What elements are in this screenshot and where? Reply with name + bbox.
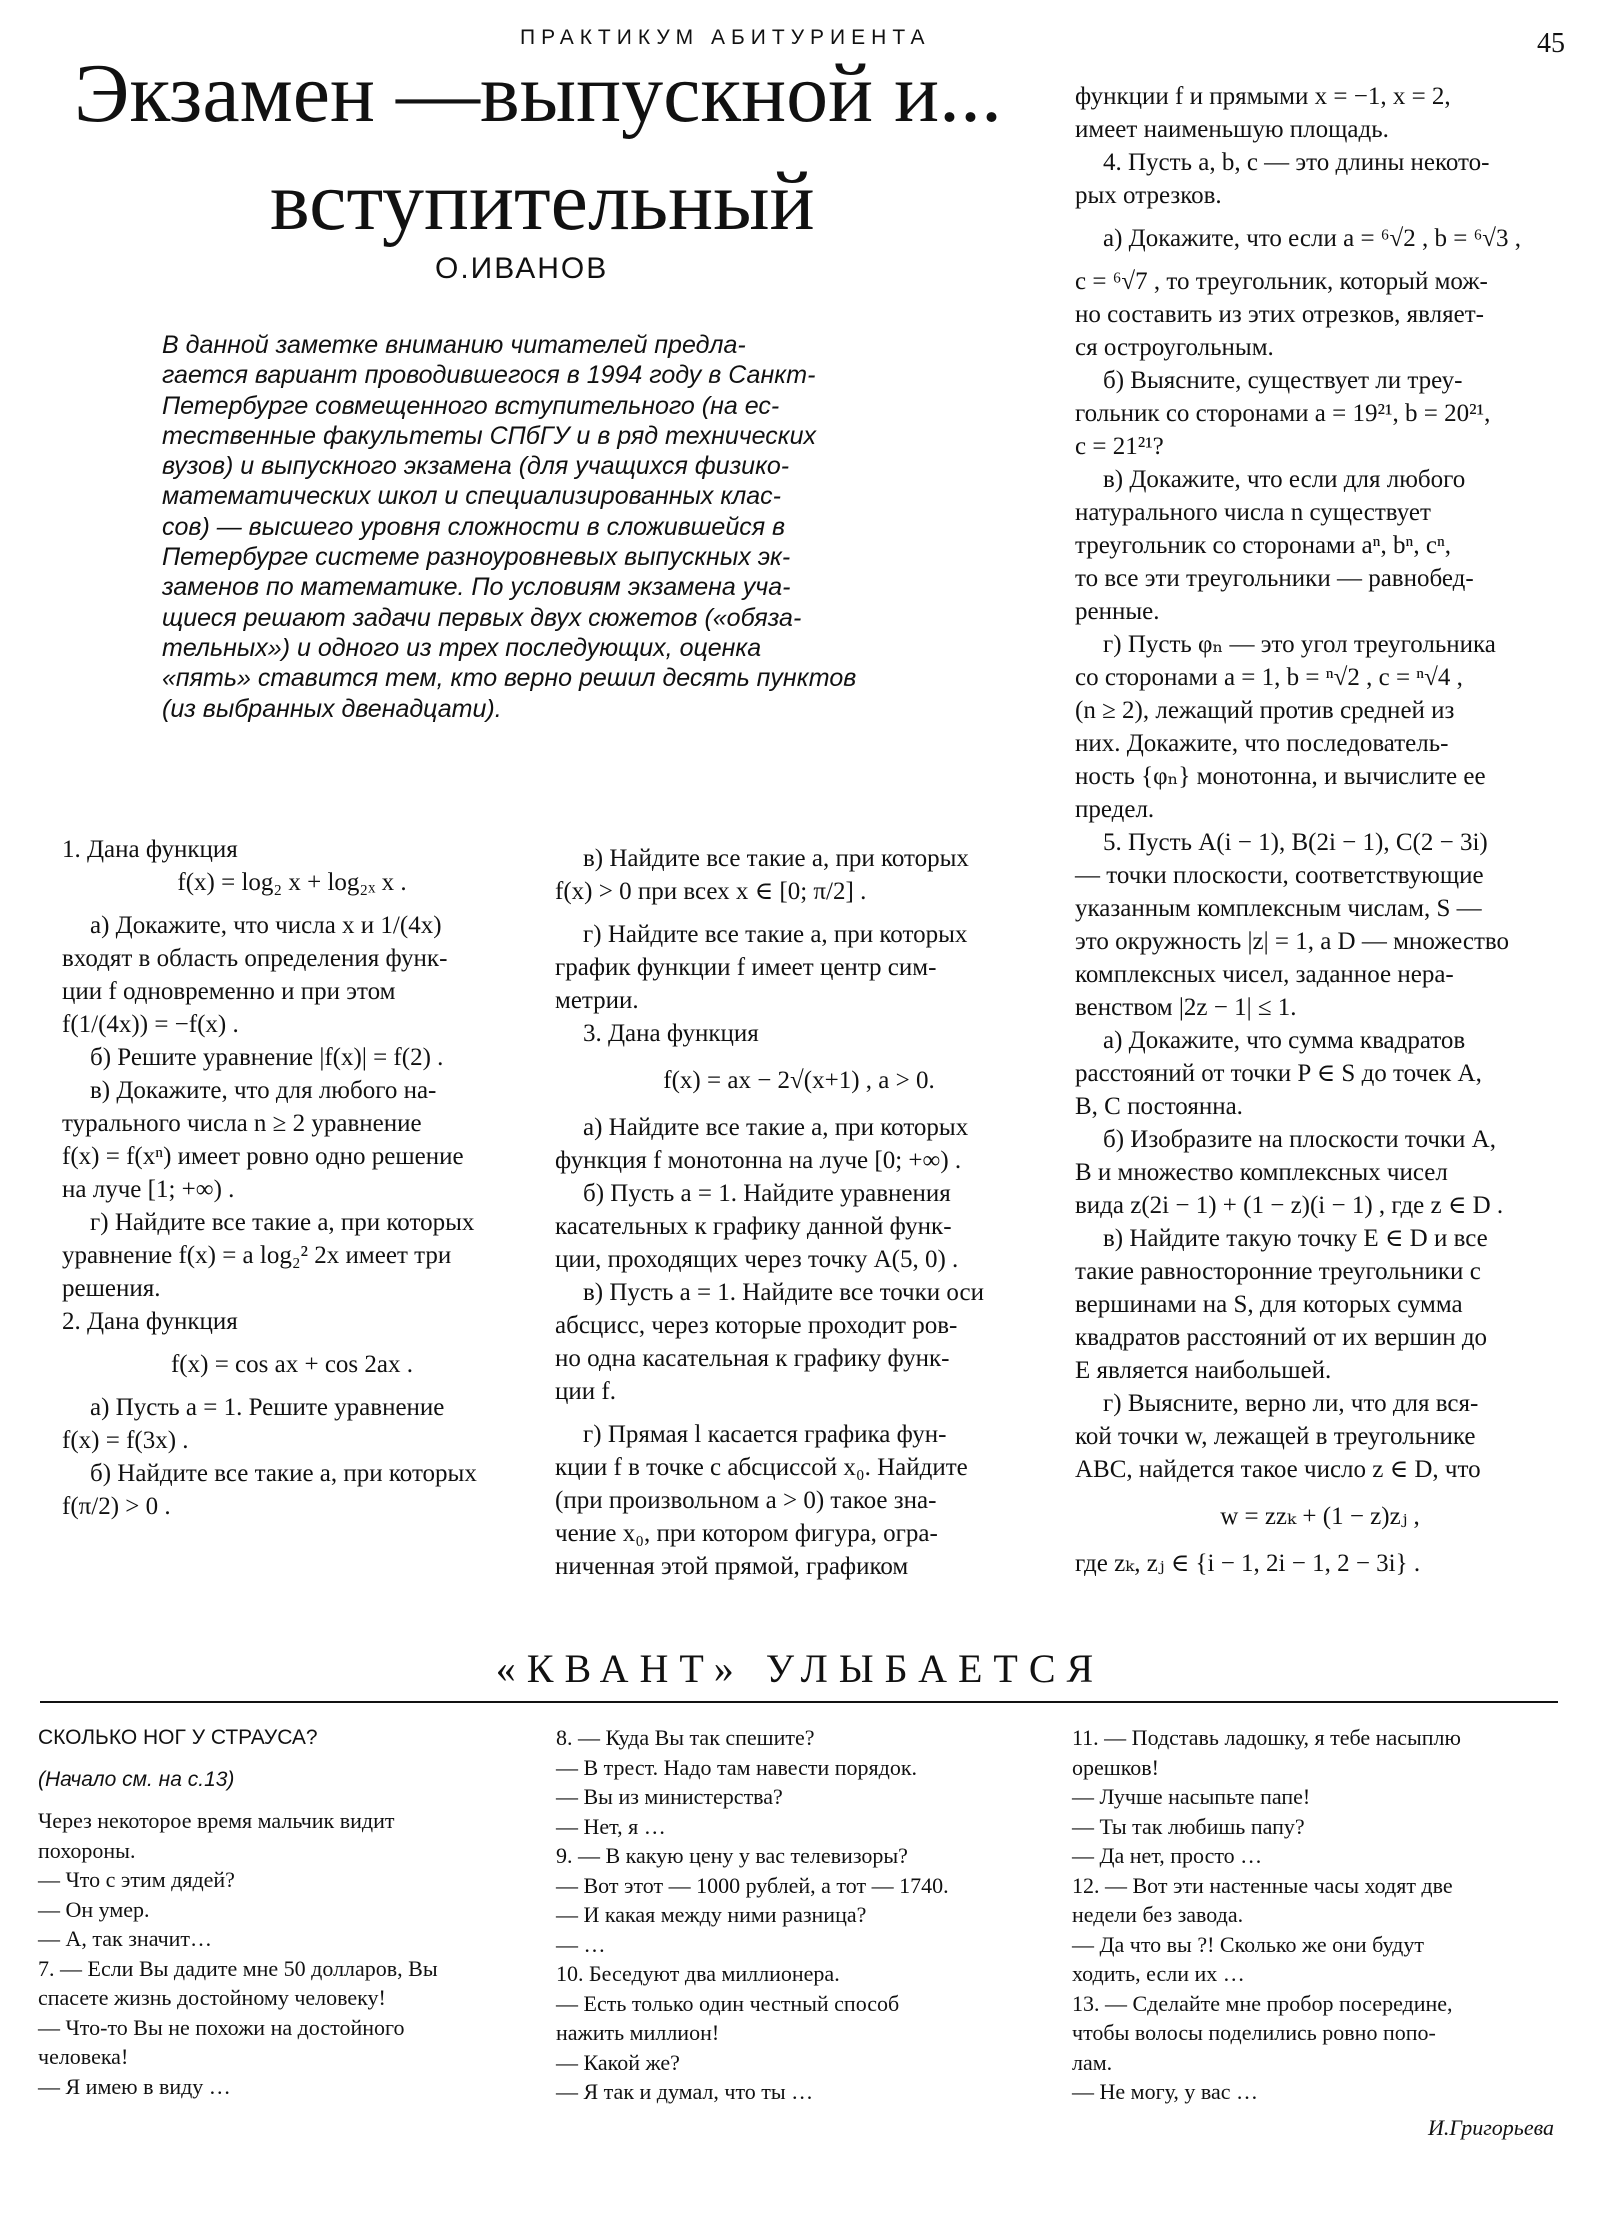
problem-2v-line: в) Найдите все такие a, при которых xyxy=(583,845,969,872)
joke-line: 12. — Вот эти настенные часы ходят две xyxy=(1072,1872,1453,1898)
joke-line: — … xyxy=(556,1931,606,1957)
problem-3g-line: кции f в точке с абсциссой x₀. Найдите xyxy=(555,1454,968,1481)
lead-line: (из выбранных двенадцати). xyxy=(162,694,502,723)
problem-1b-line: б) Решите уравнение |f(x)| = f(2) . xyxy=(90,1044,444,1071)
joke-line: чтобы волосы поделились ровно попо- xyxy=(1072,2020,1436,2045)
problem-2b-line: f(π/2) > 0 . xyxy=(62,1493,171,1520)
humor-heading: СКОЛЬКО НОГ У СТРАУСА? xyxy=(38,1726,318,1749)
lead-line: заменов по математике. По условиям экзамена уча- xyxy=(162,573,791,602)
problem-4b-line: гольник со сторонами a = 19²¹, b = 20²¹, xyxy=(1075,400,1491,427)
problem-2g-line: г) Найдите все такие a, при которых xyxy=(583,921,968,948)
problem-5-heading: комплексных чисел, заданное нера- xyxy=(1075,961,1454,988)
problem-5-heading: венством |2z − 1| ≤ 1. xyxy=(1075,994,1297,1021)
problem-2g-line: график функции f имеет центр сим- xyxy=(555,954,937,981)
problem-5v-line: такие равносторонние треугольники с xyxy=(1075,1258,1481,1285)
problem-4g-line: предел. xyxy=(1075,796,1155,823)
joke-line: — В трест. Надо там навести порядок. xyxy=(556,1754,918,1780)
problem-5g-line: г) Выясните, верно ли, что для вся- xyxy=(1103,1390,1479,1417)
joke-line: 9. — В какую цену у вас телевизоры? xyxy=(556,1843,908,1868)
humor-column-3 xyxy=(1072,1723,1572,2142)
joke-line: 10. Беседуют два миллионера. xyxy=(556,1961,840,1986)
problem-1v-line: на луче [1; +∞) . xyxy=(62,1176,235,1203)
joke-line: — Я имею в виду … xyxy=(38,2073,231,2099)
lead-line: гается вариант проводившегося в 1994 году в Санкт- xyxy=(162,361,816,390)
problem-5b-line: б) Изобразите на плоскости точки A, xyxy=(1103,1126,1496,1153)
problem-3v-line: но одна касательная к графику функ- xyxy=(555,1345,950,1372)
problem-3g-line: ниченная этой прямой, графиком xyxy=(555,1553,909,1580)
lead-line: математических школ и специализированных клас- xyxy=(162,482,781,511)
problem-1a-line: а) Докажите, что числа x и 1/(4x) xyxy=(90,912,442,939)
problem-3b-line: ции, проходящих через точку A(5, 0) . xyxy=(555,1246,959,1273)
lead-line: Петербурге совмещенного вступительного (на ес- xyxy=(162,391,780,420)
running-head: ПРАКТИКУМ АБИТУРИЕНТА xyxy=(520,26,931,49)
problem-4g-line: (n ≥ 2), лежащий против средней из xyxy=(1075,697,1455,724)
problems-column-3 xyxy=(1075,80,1565,1580)
problem-5v-line: E является наибольшей. xyxy=(1075,1357,1332,1384)
problem-5-heading: — точки плоскости, соответствующие xyxy=(1075,862,1484,889)
problem-5v-line: квадратов расстояний от их вершин до xyxy=(1075,1324,1488,1351)
lead-line: тественные факультеты СПбГУ и в ряд технических xyxy=(162,421,817,450)
section-divider xyxy=(40,1701,1558,1703)
joke-line: ходить, если их … xyxy=(1072,1961,1245,1986)
problem-4b-line: c = 21²¹? xyxy=(1075,433,1164,460)
joke-line: — Лучше насыпьте папе! xyxy=(1072,1784,1311,1809)
lead-line: тельных») и одного из трех последующих, оценка xyxy=(162,633,762,662)
joke-line: — Что-то Вы не похожи на достойного xyxy=(38,2014,405,2040)
joke-line: — Да нет, просто … xyxy=(1072,1843,1263,1868)
problem-5-formula: w = zzₖ + (1 − z)zⱼ , xyxy=(1220,1503,1420,1530)
lead-line: щиеся решают задачи первых двух сюжетов («обяза- xyxy=(162,603,802,632)
problems-column-1 xyxy=(62,833,522,1523)
problem-4g-line: ность {φₙ} монотонна, и вычислите ее xyxy=(1075,763,1486,790)
problem-1a-line: f(1/(4x)) = −f(x) . xyxy=(62,1011,239,1038)
page-number: 45 xyxy=(1537,28,1565,59)
problem-1v-line: f(x) = f(xⁿ) имеет ровно одно решение xyxy=(62,1143,464,1170)
joke-line: лам. xyxy=(1072,2049,1113,2075)
problem-5g-line: кой точки w, лежащей в треугольнике xyxy=(1075,1423,1476,1450)
problem-3g-line: г) Прямая l касается графика фун- xyxy=(583,1421,947,1448)
problem-2v-line: f(x) > 0 при всех x ∈ [0; π/2] . xyxy=(555,878,867,905)
lead-line: «пять» ставится тем, кто верно решил десять пунктов xyxy=(162,664,857,693)
joke-line: Через некоторое время мальчик видит xyxy=(38,1808,395,1833)
joke-line: похороны. xyxy=(38,1837,136,1863)
joke-line: — Да что вы ?! Сколько же они будут xyxy=(1072,1931,1424,1957)
article-author: О.ИВАНОВ xyxy=(435,252,609,285)
problem-1a-line: входят в область определения функ- xyxy=(62,945,448,972)
lead-line: В данной заметке вниманию читателей предла- xyxy=(162,331,746,359)
problem-2b-line: б) Найдите все такие a, при которых xyxy=(90,1460,477,1487)
problem-2-formula: f(x) = cos ax + cos 2ax . xyxy=(170,1351,414,1378)
problem-4g-line: г) Пусть φₙ — это угол треугольника xyxy=(1103,631,1496,658)
joke-line: 8. — Куда Вы так спешите? xyxy=(556,1725,815,1750)
problem-1g-line: решения. xyxy=(62,1275,161,1302)
joke-line: человека! xyxy=(38,2044,129,2069)
joke-line: — Нет, я … xyxy=(556,1813,666,1839)
humor-subheading: (Начало см. на с.13) xyxy=(38,1767,235,1791)
lead-line: Петербурге системе разноуровневых выпускных эк- xyxy=(162,543,791,572)
joke-line: — Ты так любишь папу? xyxy=(1072,1813,1305,1839)
problem-5v-line: в) Найдите такую точку E ∈ D и все xyxy=(1103,1225,1488,1252)
problem-5a-line: расстояний от точки P ∈ S до точек A, xyxy=(1075,1060,1482,1087)
problem-4v-line: то все эти треугольники — равнобед- xyxy=(1075,565,1474,592)
problem-5-formula-tail: где zₖ, zⱼ ∈ {i − 1, 2i − 1, 2 − 3i} . xyxy=(1075,1550,1421,1577)
problem-3v-line: в) Пусть a = 1. Найдите все точки оси xyxy=(583,1279,985,1306)
humor-column-1 xyxy=(38,1723,528,2101)
problem-1g-line: г) Найдите все такие a, при которых xyxy=(90,1209,475,1236)
joke-line: — Есть только один честный способ xyxy=(556,1990,900,2016)
joke-line: — А, так значит… xyxy=(38,1926,213,1951)
problem-4a-line: ся остроугольным. xyxy=(1075,334,1274,361)
problem-5-heading: это окружность |z| = 1, а D — множество xyxy=(1075,928,1510,955)
problem-5g-line: ABC, найдется такое число z ∈ D, что xyxy=(1075,1456,1481,1483)
article-lead xyxy=(162,330,922,724)
joke-line: 11. — Подставь ладошку, я тебе насыплю xyxy=(1072,1725,1461,1750)
problem-3v-line: абсцисс, через которые проходит ров- xyxy=(555,1312,958,1339)
problem-3v-line: ции f. xyxy=(555,1378,616,1405)
problem-4v-line: ренные. xyxy=(1075,598,1160,625)
joke-line: — И какая между ними разница? xyxy=(556,1902,867,1927)
humor-section-title: «КВАНТ» УЛЫБАЕТСЯ xyxy=(495,1646,1105,1691)
problem-5-heading: 5. Пусть A(i − 1), B(2i − 1), C(2 − 3i) xyxy=(1103,829,1488,856)
problem-1a-line: ции f одновременно и при этом xyxy=(62,978,396,1005)
problem-3-heading: 3. Дана функция xyxy=(583,1020,759,1047)
lead-line: сов) — высшего уровня сложности в сложившейся в xyxy=(162,512,786,541)
problem-5a-line: B, C постоянна. xyxy=(1075,1093,1243,1120)
joke-line: орешков! xyxy=(1072,1754,1159,1780)
problem-5b-line: B и множество комплексных чисел xyxy=(1075,1159,1448,1186)
humor-signature: И.Григорьева xyxy=(1427,2114,1554,2140)
problem-3b-line: касательных к графику данной функ- xyxy=(555,1213,952,1240)
joke-line: 7. — Если Вы дадите мне 50 долларов, Вы xyxy=(38,1955,438,1981)
joke-line: недели без завода. xyxy=(1072,1902,1244,1927)
joke-line: — Не могу, у вас … xyxy=(1072,2079,1259,2104)
problem-3-continued-line: функции f и прямыми x = −1, x = 2, xyxy=(1075,83,1451,110)
article-title-line2: вступительный xyxy=(270,155,815,248)
problem-4a-line: а) Докажите, что если a = ⁶√2 , b = ⁶√3 , xyxy=(1103,225,1522,252)
problem-1-formula: f(x) = log₂ x + log₂ₓ x . xyxy=(177,869,407,896)
problem-2-heading: 2. Дана функция xyxy=(62,1308,238,1335)
problem-1v-line: в) Докажите, что для любого на- xyxy=(90,1077,437,1104)
humor-column-2 xyxy=(556,1723,1046,2107)
problem-4-heading: рых отрезков. xyxy=(1075,182,1222,209)
joke-line: — Какой же? xyxy=(556,2049,680,2075)
joke-line: — Вот этот — 1000 рублей, а тот — 1740. xyxy=(556,1872,949,1898)
problem-4-heading: 4. Пусть a, b, c — это длины некото- xyxy=(1103,149,1490,176)
joke-line: — Что с этим дядей? xyxy=(38,1867,235,1892)
joke-line: — Вы из министерства? xyxy=(556,1784,783,1809)
problem-2g-line: метрии. xyxy=(555,987,639,1014)
problem-4a-line: но составить из этих отрезков, являет- xyxy=(1075,301,1484,328)
problem-4a-line: c = ⁶√7 , то треугольник, который мож- xyxy=(1075,268,1488,295)
problem-5b-line: вида z(2i − 1) + (1 − z)(i − 1) , где z ∈ D . xyxy=(1075,1192,1504,1219)
problem-4g-line: них. Докажите, что последователь- xyxy=(1075,730,1449,757)
problem-5-heading: указанным комплексным числам, S — xyxy=(1075,895,1482,922)
problem-4v-line: треугольник со сторонами aⁿ, bⁿ, cⁿ, xyxy=(1075,532,1452,559)
problem-1g-line: уравнение f(x) = a log₂² 2x имеет три xyxy=(62,1242,452,1269)
problem-3a-line: функция f монотонна на луче [0; +∞) . xyxy=(555,1147,962,1174)
lead-line: вузов) и выпускного экзамена (для учащихся физико- xyxy=(162,452,790,481)
problem-5v-line: вершинами на S, для которых сумма xyxy=(1075,1291,1463,1318)
problem-3-formula: f(x) = ax − 2√(x+1) , a > 0. xyxy=(663,1067,935,1094)
problem-4v-line: натурального числа n существует xyxy=(1075,499,1431,526)
problem-3g-line: чение x₀, при котором фигура, огра- xyxy=(555,1520,938,1547)
problem-3-continued-line: имеет наименьшую площадь. xyxy=(1075,116,1389,143)
problem-2a-line: а) Пусть a = 1. Решите уравнение xyxy=(90,1394,445,1421)
joke-line: — Я так и думал, что ты … xyxy=(556,2079,814,2104)
joke-line: — Он умер. xyxy=(38,1896,150,1922)
problem-1-heading: 1. Дана функция xyxy=(62,836,238,863)
problem-1v-line: турального числа n ≥ 2 уравнение xyxy=(62,1110,422,1137)
joke-line: спасете жизнь достойному человеку! xyxy=(38,1985,386,2010)
problem-4b-line: б) Выясните, существует ли треу- xyxy=(1103,367,1463,394)
article-title-line1: Экзамен —выпускной и... xyxy=(74,47,1003,140)
problems-column-2 xyxy=(555,842,1043,1583)
joke-line: 13. — Сделайте мне пробор посередине, xyxy=(1072,1990,1453,2016)
problem-3a-line: а) Найдите все такие a, при которых xyxy=(583,1114,969,1141)
problem-4g-line: со сторонами a = 1, b = ⁿ√2 , c = ⁿ√4 , xyxy=(1075,664,1463,691)
joke-line: нажить миллион! xyxy=(556,2020,720,2045)
problem-4v-line: в) Докажите, что если для любого xyxy=(1103,466,1466,493)
problem-3g-line: (при произвольном a > 0) такое зна- xyxy=(555,1487,937,1514)
problem-2a-line: f(x) = f(3x) . xyxy=(62,1427,189,1454)
problem-3b-line: б) Пусть a = 1. Найдите уравнения xyxy=(583,1180,951,1207)
problem-5a-line: а) Докажите, что сумма квадратов xyxy=(1103,1027,1466,1054)
